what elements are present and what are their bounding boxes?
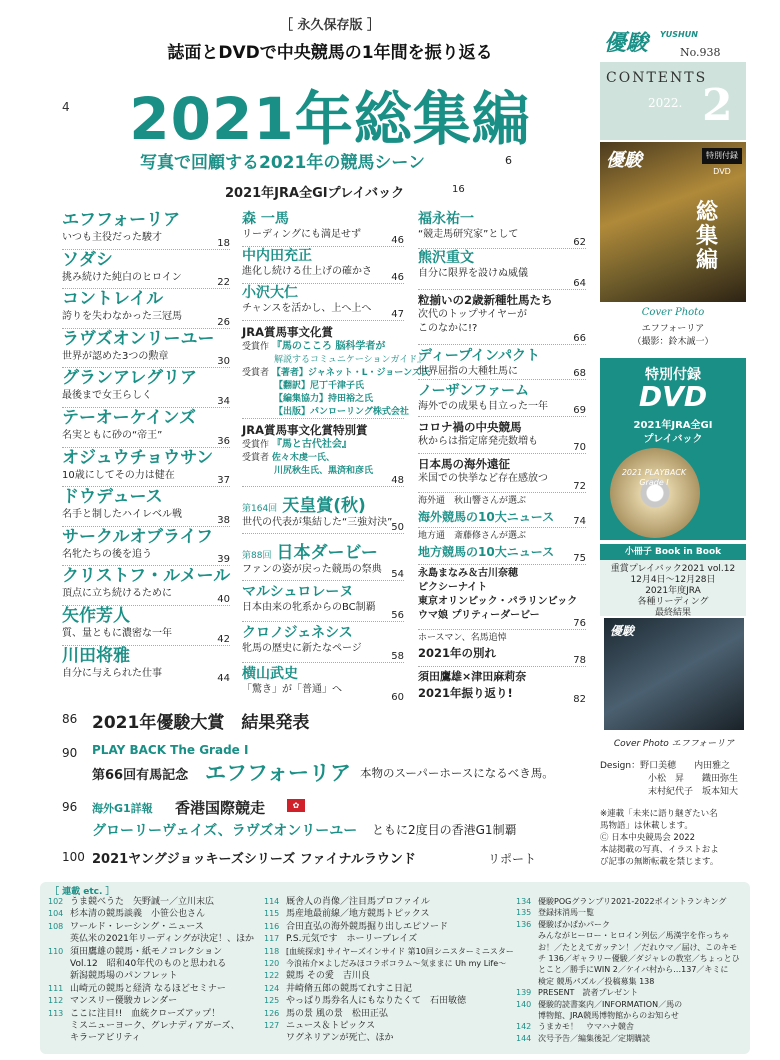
feature-page: 86 <box>62 712 78 726</box>
serial-item: キラーアビリティ <box>70 1033 141 1044</box>
header-title-page: 4 <box>62 100 70 114</box>
entry-name: クリストフ・ルメール <box>62 566 231 587</box>
entry-pre: 地方通 斎藤修さんが選ぶ <box>418 531 527 541</box>
design-line: Design：野口美穂 内田雅之 <box>600 761 731 771</box>
entry-name: テーオーケインズ <box>62 407 196 428</box>
issue-number: No.938 <box>680 46 721 59</box>
serial-column-2 <box>264 896 514 1045</box>
toc-entry[interactable] <box>418 380 586 417</box>
entry-page: 34 <box>217 395 230 407</box>
entry-desc: 「驚き」が「普通」へ <box>242 684 342 695</box>
serial-item[interactable]: 124 井崎脩五郎の競馬てれすこ日記 <box>264 983 413 994</box>
entry-name: ソダシ <box>62 249 113 270</box>
entry-desc: 10歳にしてその力は健在 <box>62 469 175 481</box>
entry-desc: 世界屈指の大種牡馬に <box>418 366 518 377</box>
serial-item[interactable]: 139 PRESENT 読者プレゼント <box>516 988 639 998</box>
entry-page: 44 <box>217 673 230 685</box>
toc-column-1 <box>62 210 230 684</box>
award-label: 受賞者 <box>242 453 270 463</box>
toc-entry[interactable] <box>242 663 404 703</box>
entry-name: グランアレグリア <box>62 368 197 389</box>
entry-page: 26 <box>217 316 230 328</box>
serial-item[interactable]: 113 ここに注目!! 血統クローズアップ！ <box>48 1008 221 1019</box>
toc-entry[interactable] <box>418 528 586 565</box>
entry-page: 62 <box>573 237 586 248</box>
serial-item[interactable]: 140 優駿的読書案内／INFORMATION／馬の <box>516 999 683 1009</box>
serial-item: ワグネリアンが死亡、ほか <box>286 1033 394 1044</box>
dvd-subtitle-2: プレイバック <box>643 434 703 445</box>
serial-item[interactable]: 111 山崎元の競馬と経済 なるほどセミナー <box>48 983 226 994</box>
serial-item[interactable]: 118 [血統探求] サイヤーズインサイド 第10回シニスターミニスター <box>264 946 514 956</box>
entry-desc: 名牝たちの後を追う <box>62 548 152 560</box>
entry-desc: 質、量ともに濃密な一年 <box>62 627 172 639</box>
serial-item[interactable]: 135 登録抹消馬一覧 <box>516 908 594 918</box>
cover-photo-label: Cover Photo <box>641 307 705 318</box>
serial-item[interactable]: 125 やっぱり馬券名人にもなりたくて 石田敏徳 <box>264 996 467 1007</box>
serial-item: 博物館、JRA競馬博物館からのお知らせ <box>538 1011 679 1021</box>
toc-entry[interactable] <box>62 289 230 329</box>
design-credits <box>600 760 750 799</box>
entry-name: 森 一馬 <box>242 211 289 227</box>
entry-page: 69 <box>573 405 586 416</box>
booklet-header: 小冊子 Book in Book <box>600 544 746 560</box>
entry-name: 粒揃いの2歳新種牡馬たち <box>418 293 553 307</box>
serial-item[interactable]: 110 須田鷹雄の競馬・紙モノコレクション <box>48 946 223 957</box>
feature-page: 100 <box>62 850 85 864</box>
serial-item: 英仏米の2021年リーディングが決定！、ほか <box>70 934 255 945</box>
toc-entry[interactable] <box>418 454 586 493</box>
toc-entry-award[interactable] <box>242 419 404 487</box>
feature-ygs-title[interactable]: 2021ヤングジョッキーズシリーズ ファイナルラウンド <box>92 852 416 867</box>
toc-entry[interactable] <box>418 630 586 667</box>
entry-name: 中内田充正 <box>242 248 312 264</box>
serial-column-3 <box>516 896 746 1044</box>
gi-playback-page: 16 <box>452 184 465 195</box>
serial-item: お！／たとえてガッテン！／だれウマ／届け、このキモ <box>538 942 738 952</box>
award-person: 【翻訳】尼丁千津子氏 <box>274 381 365 391</box>
entry-page: 48 <box>391 475 404 486</box>
entry-name: 日本ダービー <box>276 543 378 563</box>
entry-pre: ホースマン、名馬追悼 <box>418 633 507 643</box>
race-number: 第164回 <box>242 504 278 514</box>
entry-page: 60 <box>391 692 404 703</box>
hong-kong-flag-icon: ✿ <box>287 799 305 812</box>
entry-desc: 牝馬の歴史に新たなページ <box>242 643 362 654</box>
issue-year: 2022. <box>648 96 683 110</box>
entry-page: 30 <box>217 356 230 368</box>
entry-page: 54 <box>391 569 404 580</box>
award-person: 【編集協力】持田裕之氏 <box>274 394 374 404</box>
entry-page: 38 <box>217 514 230 526</box>
entry-name: エフフォーリア <box>62 210 181 230</box>
serial-item[interactable]: 144 次号予告／編集後記／定期購読 <box>516 1033 650 1043</box>
serial-item[interactable]: 117 P.S.元気です ホーリーブレイズ <box>264 934 418 945</box>
entry-name: 小沢大仁 <box>242 285 298 301</box>
entry-desc: いつも主役だった駿才 <box>62 232 162 243</box>
entry-name: 日本馬の海外遠征 <box>418 457 510 471</box>
magazine-logo-en: YUSHUN <box>660 30 698 39</box>
toc-entry[interactable] <box>62 646 230 685</box>
entry-desc: 進化し続ける仕上げの確かさ <box>242 266 372 277</box>
toc-entry[interactable] <box>62 408 230 448</box>
toc-entry[interactable] <box>62 566 230 606</box>
entry-page: 39 <box>217 554 230 566</box>
entry-page: 66 <box>573 333 586 344</box>
entry-desc: 秋からは指定席発売数増も <box>418 436 538 447</box>
photo-feature-title[interactable]: 写真で回顧する2021年の競馬シーン <box>140 153 425 173</box>
entry-name: サークルオブライフ <box>62 526 213 547</box>
award-work-sub: 解説するコミュニケーションガイド』 <box>274 355 427 365</box>
entry-desc: 日本由来の牝系からのBC制覇 <box>242 602 376 613</box>
toc-entry[interactable] <box>62 210 230 250</box>
entry-desc: 米国での快挙など存在感放つ <box>418 473 548 484</box>
serial-item[interactable]: 108 ワールド・レーシング・ニュース <box>48 921 204 932</box>
header-label: ［ 永久保存版 ］ <box>279 18 381 33</box>
toc-column-3 <box>418 210 586 705</box>
toc-entry[interactable] <box>418 210 586 249</box>
serial-item: Vol.12 昭和40年代のものと思われる <box>70 959 227 970</box>
toc-entry[interactable] <box>62 606 230 646</box>
entry-desc: このなかに!? <box>418 323 478 334</box>
booklet-line: 各種リーディング <box>637 597 709 607</box>
entry-desc: 名手と制したハイレベル戦 <box>62 509 182 521</box>
toc-entry[interactable] <box>418 565 586 630</box>
entry-page: 46 <box>391 272 404 283</box>
entry-line: ピクシーナイト <box>418 582 488 593</box>
toc-entry[interactable] <box>418 345 586 380</box>
header-subtitle: 誌面とDVDで中央競馬の1年間を振り返る <box>167 43 493 63</box>
entry-desc: 挑み続けた純白のヒロイン <box>62 271 182 283</box>
entry-name: ラヴズオンリーユー <box>62 328 215 349</box>
note-line: Ⓒ 日本中央競馬会 2022 <box>600 833 696 843</box>
serial-item[interactable]: 112 マンスリー優駿カレンダー <box>48 996 178 1007</box>
entry-name: 川田将雅 <box>62 645 130 666</box>
entry-page: 76 <box>573 618 586 629</box>
entry-desc: 自分に限界を設けぬ威儀 <box>418 268 528 279</box>
contents-label: CONTENTS <box>606 70 708 86</box>
serial-item: みんながヒーロー・ヒロイン列伝／馬漢字を作っちゃ <box>538 931 730 941</box>
serial-item[interactable]: 134 優駿POGグランプリ2021-2022ポイントランキング <box>516 897 727 906</box>
serial-item[interactable]: 127 ニュース＆トピックス <box>264 1021 376 1032</box>
entry-line: ウマ娘 プリティーダービー <box>418 610 540 621</box>
cover-logo: 優駿 <box>606 150 642 171</box>
entry-page: 72 <box>573 481 586 492</box>
cover-headline: 総集編 <box>696 199 719 273</box>
entry-name: コントレイル <box>62 289 164 310</box>
entry-page: 40 <box>217 593 230 605</box>
award-label: 受賞作 <box>242 342 270 352</box>
booklet-line: 2021年度JRA <box>645 586 701 596</box>
entry-page: 42 <box>217 633 230 645</box>
serial-item: 検定 競馬パズル／投稿募集 138 <box>538 976 655 986</box>
entry-page: 46 <box>391 235 404 246</box>
entry-page: 74 <box>573 516 586 527</box>
booklet-logo: 優駿 <box>610 624 635 638</box>
feature-page: 90 <box>62 746 78 760</box>
toc-entry-award[interactable] <box>242 321 430 419</box>
entry-name: 天皇賞(秋) <box>282 496 366 516</box>
serial-item[interactable]: 102 うま競べうた 矢野誠一／立川末広 <box>48 897 215 907</box>
cover-photo-name: エフフォーリア <box>641 324 705 334</box>
toc-entry[interactable] <box>62 250 230 290</box>
serial-item[interactable]: 114 厩舎人の肖像／注目馬プロファイル <box>264 897 430 907</box>
note-line: 本誌掲載の写真、イラストおよ <box>600 845 719 855</box>
toc-entry[interactable] <box>418 417 586 454</box>
entry-page: 47 <box>391 309 404 320</box>
entry-desc: 自分に与えられた仕事 <box>62 667 162 679</box>
entry-name: 横山武史 <box>242 666 298 682</box>
feature-playback-label: PLAY BACK The Grade Ⅰ <box>92 743 249 757</box>
entry-name: 地方競馬の10大ニュース <box>418 545 555 559</box>
main-title: 2021年総集編 <box>129 85 531 153</box>
entry-page: 36 <box>217 435 230 447</box>
entry-line: 永島まなみ＆古川奈穂 <box>418 568 518 579</box>
toc-entry[interactable] <box>62 329 230 369</box>
serial-item[interactable]: 142 うまカモ！ ウマハナ競舎 <box>516 1022 634 1032</box>
feature-award-title[interactable]: 2021年優駿大賞 結果発表 <box>92 713 310 733</box>
entry-desc: 頂点に立ち続けるために <box>62 588 172 600</box>
issue-month: 2 <box>702 80 733 131</box>
entry-page: 82 <box>573 694 586 705</box>
serial-item: とこと／勝手にWIN 2／ケイバ村から…137／キミに <box>538 965 729 975</box>
dvd-subtitle: 2021年JRA全GⅠ <box>633 420 713 431</box>
magazine-logo: 優駿 <box>604 31 649 56</box>
photo-feature-page: 6 <box>505 154 512 167</box>
entry-page: 50 <box>391 522 404 533</box>
dvd-title: DVD <box>638 380 708 413</box>
entry-name: マルシュロレーヌ <box>242 584 354 600</box>
award-label: 受賞作 <box>242 440 270 450</box>
feature-category: 海外G1詳報 <box>92 802 153 815</box>
disc-label: 2021 PLAYBACK Grade I <box>621 468 687 487</box>
feature-desc: ともに2度目の香港G1制覇 <box>372 823 517 837</box>
booklet-line: 重賞プレイバック2021 vol.12 <box>610 564 736 574</box>
serial-item: ミスニューヨーク、グレナディアガーズ、 <box>70 1021 240 1032</box>
notes <box>600 808 750 868</box>
feature-desc: 本物のスーパーホースになるべき馬。 <box>360 766 554 780</box>
toc-entry[interactable] <box>418 493 586 528</box>
feature-horses: グローリーヴェイズ、ラヴズオンリーユー <box>92 823 358 839</box>
entry-name: 熊沢重文 <box>418 250 474 266</box>
serial-item[interactable]: 126 馬の景 風の景 松田正弘 <box>264 1008 388 1019</box>
toc-entry[interactable] <box>62 368 230 408</box>
entry-page: 75 <box>573 553 586 564</box>
entry-page: 70 <box>573 442 586 453</box>
entry-line: 須田鷹雄×津田麻莉奈 <box>418 670 527 683</box>
toc-entry[interactable] <box>242 210 404 247</box>
serial-item[interactable]: 115 馬産地最前線／地方競馬トピックス <box>264 909 430 920</box>
serial-item[interactable]: 104 杉本清の競馬談義 小笹公也さん <box>48 909 206 920</box>
entry-name: 2021年の別れ <box>418 646 497 660</box>
entry-desc: “競走馬研究家”として <box>418 229 519 240</box>
award-title: JRA賞馬事文化賞 <box>242 325 334 339</box>
entry-name: 福永祐一 <box>418 211 474 227</box>
entry-pre: 海外通 秋山響さんが選ぶ <box>418 496 527 506</box>
toc-entry[interactable] <box>242 622 404 663</box>
entry-desc: リーディングにも満足せず <box>242 229 361 240</box>
toc-entry[interactable] <box>242 487 404 534</box>
entry-page: 56 <box>391 610 404 621</box>
booklet-cover-caption: Cover Photo エフフォーリア <box>613 739 735 749</box>
serial-column-1 <box>48 896 264 1045</box>
award-work: 『馬と古代社会』 <box>271 439 352 450</box>
entry-page: 64 <box>573 278 586 289</box>
toc-entry[interactable] <box>242 284 404 321</box>
booklet-line: 最終結果 <box>654 608 691 618</box>
entry-page: 37 <box>217 475 230 487</box>
entry-desc: 次代のトップサイヤーが <box>418 309 527 320</box>
entry-desc: 名実ともに砂の“帝王” <box>62 429 163 441</box>
feature-hongkong-title[interactable]: 香港国際競走 <box>175 799 266 817</box>
entry-page: 22 <box>217 277 230 289</box>
entry-name: 矢作芳人 <box>62 605 130 626</box>
entry-name: ノーザンファーム <box>418 383 530 399</box>
feature-race-name: 第66回有馬記念 <box>92 768 189 783</box>
serial-item[interactable]: 120 今浪祐介×よしだみほコラボコラム〜気ままに Uh my Life〜 <box>264 959 507 969</box>
serial-item[interactable]: 116 合田直弘の海外競馬掘り出しエピソード <box>264 921 449 932</box>
toc-entry[interactable] <box>242 534 404 581</box>
entry-page: 18 <box>217 237 230 249</box>
entry-desc: ファンの姿が戻った競馬の祭典 <box>242 564 382 575</box>
serial-label: ［ 連載 etc. ］ <box>50 887 115 897</box>
serial-item[interactable]: 136 優駿ぱかぱかパーク <box>516 919 610 929</box>
feature-page: 96 <box>62 800 78 814</box>
entry-name: ディープインパクト <box>418 348 540 364</box>
toc-entry[interactable] <box>418 249 586 290</box>
cover-dvd-badge: 特別付録DVD <box>702 148 742 164</box>
toc-entry[interactable] <box>62 527 230 567</box>
entry-name: オジュウチョウサン <box>62 447 214 468</box>
dvd-label: 特別付録 <box>645 367 701 383</box>
entry-page: 58 <box>391 651 404 662</box>
entry-name: クロノジェネシス <box>242 625 353 641</box>
award-person: 佐々木虔一氏、 <box>271 453 335 463</box>
entry-name: コロナ禍の中央競馬 <box>418 420 522 434</box>
entry-line: 東京オリンピック・パラリンピック <box>418 596 578 607</box>
award-publisher: 【出版】パンローリング株式会社 <box>274 407 409 417</box>
entry-desc: 世代の代表が集結した“三強対決” <box>242 517 393 528</box>
entry-desc: チャンスを活かし、上へ上へ <box>242 303 372 314</box>
toc-entry[interactable] <box>418 290 586 345</box>
entry-desc: 海外での成果も目立った一年 <box>418 401 548 412</box>
toc-entry[interactable] <box>242 247 404 284</box>
note-line: び記事の無断転載を禁じます。 <box>600 857 719 867</box>
entry-desc: 世界が認めた3つの勲章 <box>62 350 169 362</box>
award-title: JRA賞馬事文化賞特別賞 <box>242 423 368 437</box>
booklet-line: 12月4日〜12月28日 <box>630 575 716 585</box>
serial-item: チ 136／ギャラリー優駿／ダジャレの教室／ちょっとひ <box>538 954 740 964</box>
feature-desc: リポート <box>488 852 537 866</box>
design-line: 小松 昇 鐡田弥生 <box>648 774 739 784</box>
feature-horse-name[interactable]: エフフォーリア <box>205 761 351 785</box>
design-line: 末村紀代子 坂本知大 <box>648 787 739 797</box>
toc-entry[interactable] <box>242 581 404 622</box>
entry-name: 海外競馬の10大ニュース <box>418 510 555 524</box>
serial-item: 新潟競馬場のパンフレット <box>70 971 178 982</box>
entry-desc: 最後まで女王らしく <box>62 390 152 402</box>
entry-page: 78 <box>573 655 586 666</box>
entry-name: 2021年振り返り! <box>418 686 513 700</box>
entry-desc: 誇りを失わなかった三冠馬 <box>62 311 182 323</box>
toc-column-2 <box>242 210 430 703</box>
award-person: 川尻秋生氏、黒済和彦氏 <box>274 466 374 476</box>
note-line: ※連載「未来に語り継ぎたい名 <box>600 809 718 819</box>
award-label: 受賞者 <box>242 368 270 378</box>
race-number: 第88回 <box>242 551 272 561</box>
dvd-disc-icon <box>610 448 700 538</box>
serial-item[interactable]: 122 競馬 その愛 吉川良 <box>264 971 370 982</box>
entry-page: 68 <box>573 368 586 379</box>
toc-entry[interactable] <box>418 667 586 705</box>
toc-entry[interactable] <box>62 487 230 527</box>
cover-photo-credit: （撮影：鈴木誠一） <box>632 337 714 347</box>
gi-playback-title[interactable]: 2021年JRA全GⅠプレイバック <box>225 186 405 201</box>
award-person: 【著者】ジャネット・L・ジョーンズ氏 <box>271 368 430 378</box>
note-line: 馬物語」は休載します。 <box>600 821 693 831</box>
toc-entry[interactable] <box>62 448 230 488</box>
award-work: 『馬のこころ 脳科学者が <box>271 341 386 352</box>
entry-name: ドウデュース <box>62 487 163 508</box>
